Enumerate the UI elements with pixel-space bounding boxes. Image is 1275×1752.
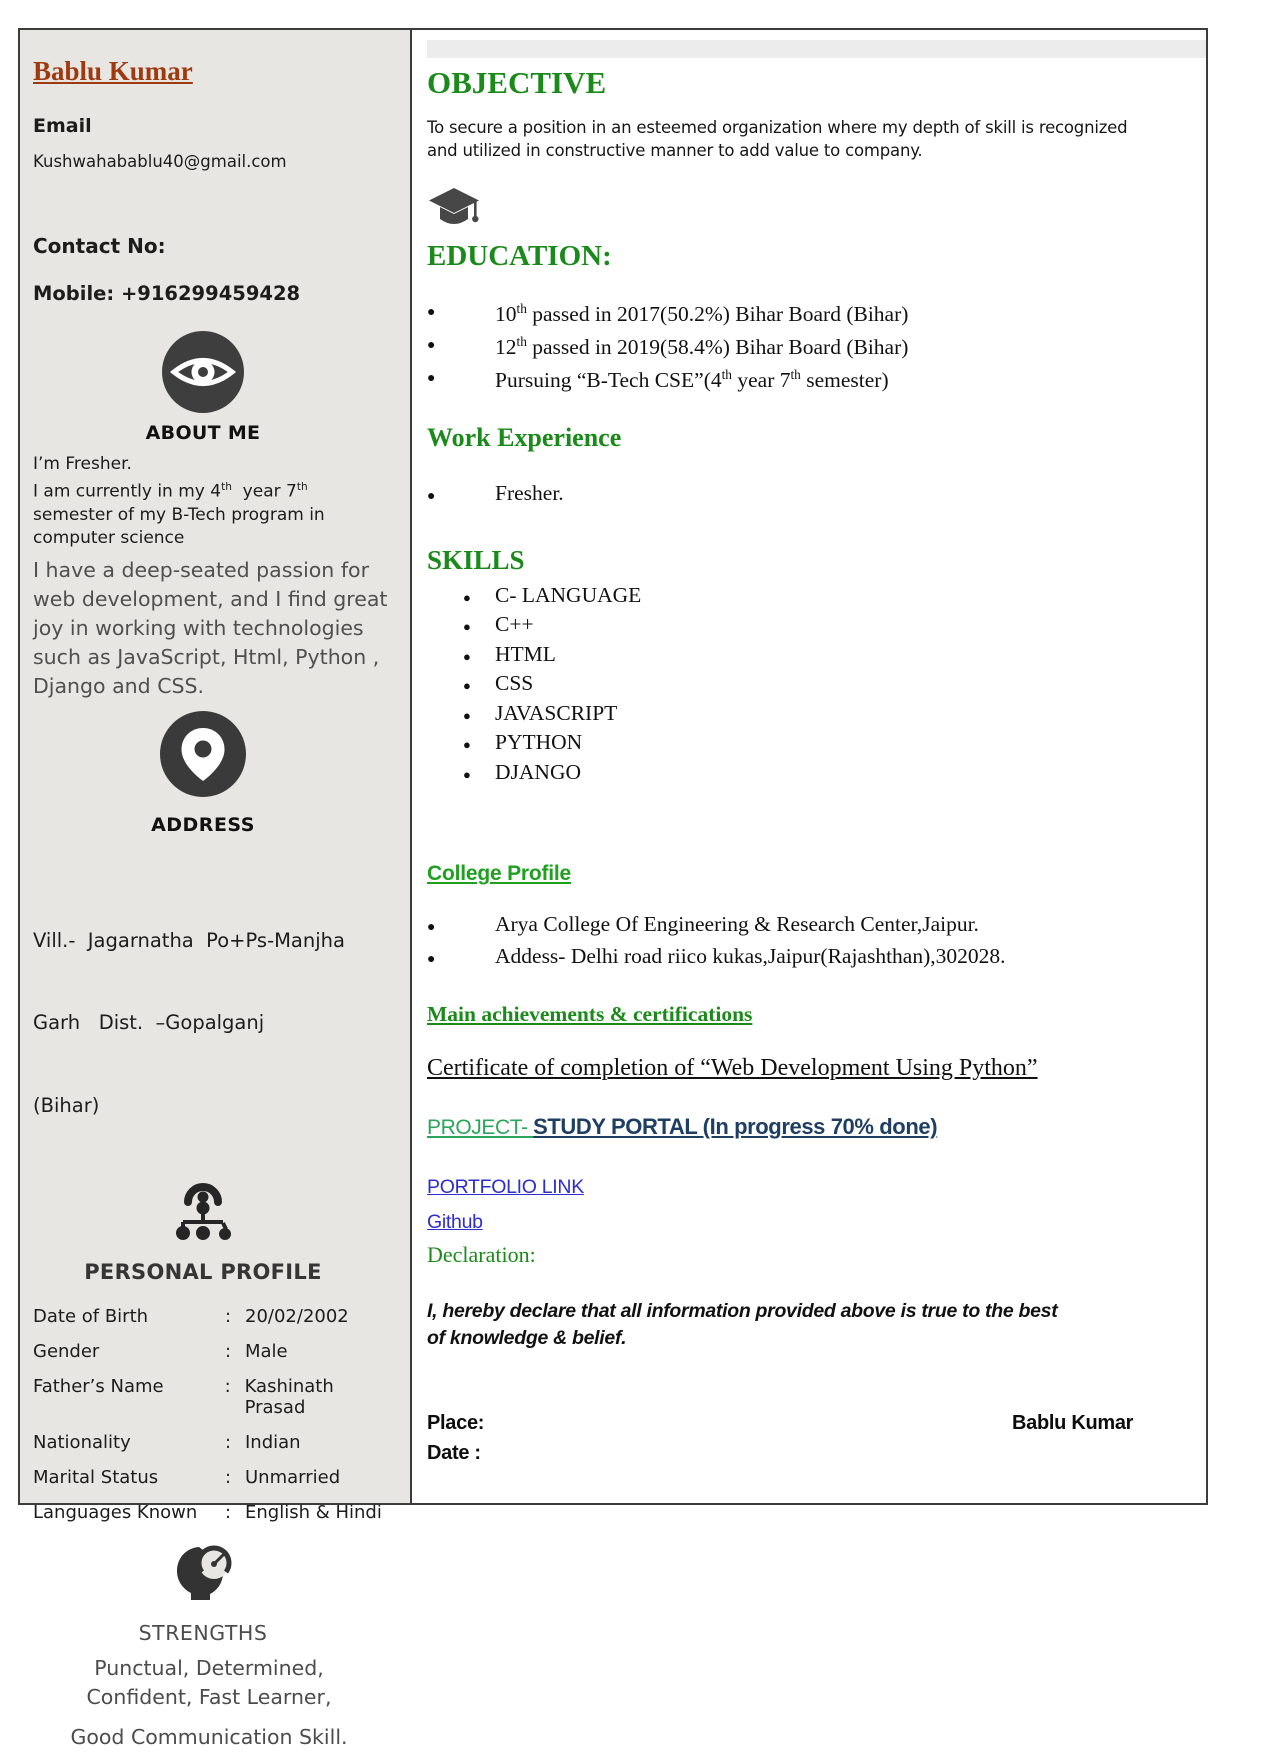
bullet-icon: [463, 611, 495, 641]
work-experience-heading: Work Experience: [427, 422, 622, 452]
date-label: Date :: [427, 1442, 481, 1464]
address-line-2: Garh Dist. –Gopalganj: [33, 1011, 265, 1035]
resume-sheet: [18, 28, 1208, 1750]
skill-item: ● C- LANGUAGE: [463, 582, 1162, 612]
bullet-icon: [427, 361, 495, 394]
bullet-icon: [463, 582, 495, 612]
passion-text: I have a deep-seated passion for web development, and I find great joy in working with technologies such as JavaScript, Html, Python , Django and CSS.: [33, 557, 388, 698]
bullet-icon: [463, 729, 495, 759]
skills-list: [427, 582, 1162, 789]
strengths-line-1: Punctual, Determined,: [94, 1656, 324, 1681]
about-me-icon-wrap: [33, 331, 373, 417]
profile-row-gender: Gender : Male: [33, 1341, 288, 1363]
profile-row-nationality: Nationality : Indian: [33, 1432, 301, 1454]
bullet-icon: [463, 670, 495, 700]
skill-item: ● PYTHON: [463, 729, 1162, 759]
signature-name: Bablu Kumar: [1012, 1412, 1134, 1434]
profile-row-languages: Languages Known : English & Hindi: [33, 1502, 382, 1524]
strengths-line-3: Good Communication Skill.: [70, 1725, 348, 1750]
education-heading: EDUCATION:: [427, 240, 612, 273]
college-profile-list: [427, 910, 1162, 974]
work-experience-list: [427, 479, 1162, 511]
skill-item: ● JAVASCRIPT: [463, 700, 1162, 730]
profile-row-father: Father’s Name : Kashinath Prasad: [33, 1376, 334, 1419]
about-line-2: I am currently in my 4th year 7th: [33, 481, 308, 502]
address-text: [33, 872, 400, 1175]
skill-item: ● CSS: [463, 670, 1162, 700]
bullet-icon: [427, 479, 495, 511]
mobile-number: Mobile: +916299459428: [33, 282, 301, 305]
email-label: Email: [33, 115, 92, 137]
objective-body: [427, 116, 1162, 162]
signoff-block: [427, 1412, 1162, 1465]
about-line-1: I’m Fresher.: [33, 454, 132, 474]
about-line-4: computer science: [33, 527, 185, 548]
profile-row-dob: Date of Birth : 20/02/2002: [33, 1306, 349, 1328]
place-label: Place:: [427, 1412, 485, 1434]
about-line-3: semester of my B-Tech program in: [33, 504, 325, 525]
github-link[interactable]: Github: [427, 1211, 483, 1234]
bullet-icon: [427, 942, 495, 974]
signoff-row: [427, 1412, 1162, 1435]
education-item: ● Pursuing “B-Tech CSE”(4th year 7th semester): [427, 361, 1162, 394]
address-heading: ADDRESS: [151, 813, 255, 836]
skill-item: ● HTML: [463, 641, 1162, 671]
contact-label: Contact No:: [33, 234, 166, 258]
objective-line-1: To secure a position in an esteemed organization where my depth of skill is recognized: [427, 118, 1128, 138]
skills-heading: SKILLS: [427, 544, 525, 575]
bullet-icon: [463, 641, 495, 671]
location-pin-icon: [160, 711, 246, 797]
strengths-line-2: Confident, Fast Learner,: [86, 1685, 332, 1710]
bullet-icon: [463, 700, 495, 730]
about-me-heading: ABOUT ME: [145, 422, 261, 444]
address-line-3: (Bihar): [33, 1093, 100, 1117]
strengths-icon-wrap: [33, 1545, 373, 1607]
candidate-name: Bablu Kumar: [33, 56, 193, 86]
education-list: [427, 295, 1162, 394]
strengths-text: [33, 1654, 385, 1752]
right-panel: [412, 30, 1206, 1503]
bullet-icon: [427, 910, 495, 942]
family-hierarchy-icon: [172, 1186, 234, 1242]
profile-row-marital: Marital Status : Unmarried: [33, 1467, 341, 1489]
personal-profile-rows: [33, 1306, 400, 1523]
declaration-body: [427, 1298, 1162, 1352]
education-item: ● 12th passed in 2019(58.4%) Bihar Board (Bihar): [427, 328, 1162, 361]
certificate-text: Certificate of completion of “Web Development Using Python”: [427, 1055, 1038, 1082]
work-experience-item: ● Fresher.: [427, 479, 1162, 511]
address-icon-wrap: [33, 711, 373, 801]
skill-item: ● C++: [463, 611, 1162, 641]
bullet-icon: [463, 759, 495, 789]
strengths-heading: STRENGTHS: [138, 1621, 268, 1646]
email-value: Kushwahabablu40@gmail.com: [33, 152, 287, 171]
objective-line-2: and utilized in constructive manner to add value to company.: [427, 141, 923, 161]
bullet-icon: [427, 295, 495, 328]
education-item: ● 10th passed in 2017(50.2%) Bihar Board (Bihar): [427, 295, 1162, 328]
mind-gauge-icon: [174, 1545, 232, 1603]
declaration-line-2: of knowledge & belief.: [427, 1327, 627, 1350]
graduation-cap-icon: [427, 186, 481, 234]
college-profile-item: ● Addess- Delhi road riico kukas,Jaipur(Rajashthan),302028.: [427, 942, 1162, 974]
education-icon-wrap: [427, 186, 1162, 238]
bullet-icon: [427, 328, 495, 361]
project-label-link[interactable]: PROJECT-: [427, 1116, 534, 1140]
declaration-line-1: I, hereby declare that all information provided above is true to the best: [427, 1300, 1058, 1323]
objective-heading: OBJECTIVE: [427, 65, 607, 100]
skill-item: ● DJANGO: [463, 759, 1162, 789]
top-gray-strip: [427, 40, 1206, 58]
project-title-link[interactable]: STUDY PORTAL (In progress 70% done): [533, 1114, 938, 1140]
eye-icon: [162, 331, 244, 413]
about-me-text: [33, 453, 400, 550]
declaration-heading: Declaration:: [427, 1242, 536, 1268]
project-line[interactable]: [427, 1114, 1162, 1140]
college-profile-heading: College Profile: [427, 862, 572, 886]
college-profile-item: ● Arya College Of Engineering & Research Center,Jaipur.: [427, 910, 1162, 942]
portfolio-link[interactable]: PORTFOLIO LINK: [427, 1176, 584, 1199]
left-panel: [20, 30, 412, 1750]
address-line-1: Vill.- Jagarnatha Po+Ps-Manjha: [33, 928, 345, 952]
personal-profile-icon-wrap: [33, 1186, 373, 1246]
personal-profile-heading: PERSONAL PROFILE: [84, 1260, 322, 1285]
achievements-heading: Main achievements & certifications: [427, 1002, 753, 1027]
